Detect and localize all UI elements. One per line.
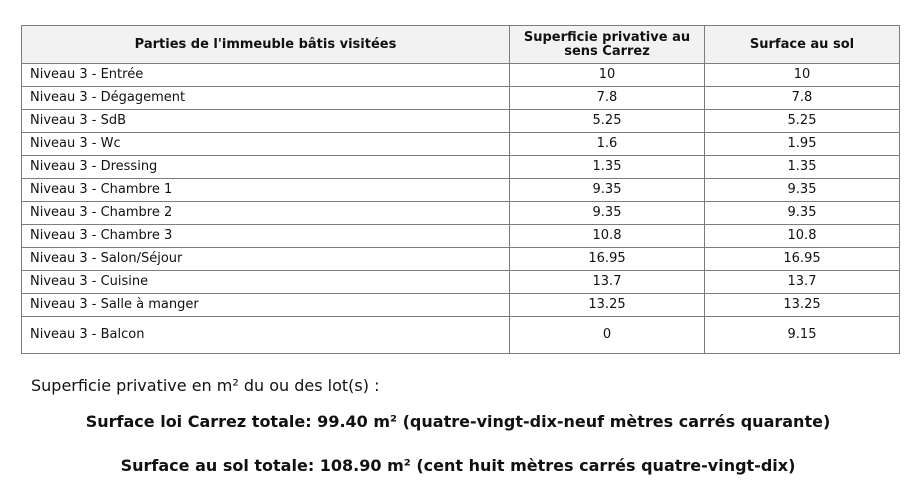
room-name-cell: Niveau 3 - Dressing	[22, 156, 510, 179]
table-row	[22, 317, 900, 354]
floor-area-cell: 7.8	[705, 87, 900, 110]
carrez-area-cell: 5.25	[510, 110, 705, 133]
surface-table	[21, 25, 900, 354]
room-name-cell: Niveau 3 - Chambre 3	[22, 225, 510, 248]
table-row	[22, 133, 900, 156]
header-room-label: Parties de l'immeuble bâtis visitées	[134, 36, 397, 52]
room-name-cell: Niveau 3 - Wc	[22, 133, 510, 156]
table-row	[22, 248, 900, 271]
floor-area-cell: 9.15	[705, 317, 900, 354]
room-name-cell: Niveau 3 - Cuisine	[22, 271, 510, 294]
header-room	[22, 26, 510, 64]
table-row	[22, 271, 900, 294]
floor-area-cell: 13.25	[705, 294, 900, 317]
room-name-cell: Niveau 3 - Entrée	[22, 64, 510, 87]
floor-area-cell: 13.7	[705, 271, 900, 294]
floor-area-cell: 1.35	[705, 156, 900, 179]
carrez-area-cell: 16.95	[510, 248, 705, 271]
carrez-area-cell: 13.25	[510, 294, 705, 317]
summary-intro: Superficie privative en m² du ou des lot(s) :	[31, 376, 380, 395]
room-name-cell: Niveau 3 - Chambre 1	[22, 179, 510, 202]
header-floor-label: Surface au sol	[749, 36, 855, 52]
header-floor	[705, 26, 900, 64]
carrez-area-cell: 0	[510, 317, 705, 354]
header-carrez-line1: Superficie privative au	[523, 29, 691, 45]
floor-area-cell: 9.35	[705, 202, 900, 225]
carrez-total: Surface loi Carrez totale: 99.40 m² (quatre-vingt-dix-neuf mètres carrés quarante)	[85, 412, 831, 431]
carrez-area-cell: 9.35	[510, 179, 705, 202]
table-row	[22, 156, 900, 179]
carrez-area-cell: 10	[510, 64, 705, 87]
carrez-area-cell: 1.6	[510, 133, 705, 156]
room-name-cell: Niveau 3 - Salon/Séjour	[22, 248, 510, 271]
table-row	[22, 110, 900, 133]
floor-total: Surface au sol totale: 108.90 m² (cent huit mètres carrés quatre-vingt-dix)	[120, 456, 796, 475]
table-header-row	[22, 26, 900, 64]
room-name-cell: Niveau 3 - Chambre 2	[22, 202, 510, 225]
floor-area-cell: 16.95	[705, 248, 900, 271]
room-name-cell: Niveau 3 - Salle à manger	[22, 294, 510, 317]
floor-area-cell: 1.95	[705, 133, 900, 156]
table-row	[22, 64, 900, 87]
room-name-cell: Niveau 3 - Balcon	[22, 317, 510, 354]
header-carrez	[510, 26, 705, 64]
carrez-area-cell: 7.8	[510, 87, 705, 110]
carrez-area-cell: 13.7	[510, 271, 705, 294]
table-row	[22, 225, 900, 248]
header-carrez-line2: sens Carrez	[564, 43, 650, 59]
room-name-cell: Niveau 3 - Dégagement	[22, 87, 510, 110]
floor-area-cell: 10.8	[705, 225, 900, 248]
floor-area-cell: 9.35	[705, 179, 900, 202]
carrez-area-cell: 1.35	[510, 156, 705, 179]
table-row	[22, 202, 900, 225]
table-row	[22, 179, 900, 202]
table-row	[22, 87, 900, 110]
carrez-area-cell: 10.8	[510, 225, 705, 248]
carrez-area-cell: 9.35	[510, 202, 705, 225]
floor-area-cell: 5.25	[705, 110, 900, 133]
table-row	[22, 294, 900, 317]
room-name-cell: Niveau 3 - SdB	[22, 110, 510, 133]
floor-area-cell: 10	[705, 64, 900, 87]
